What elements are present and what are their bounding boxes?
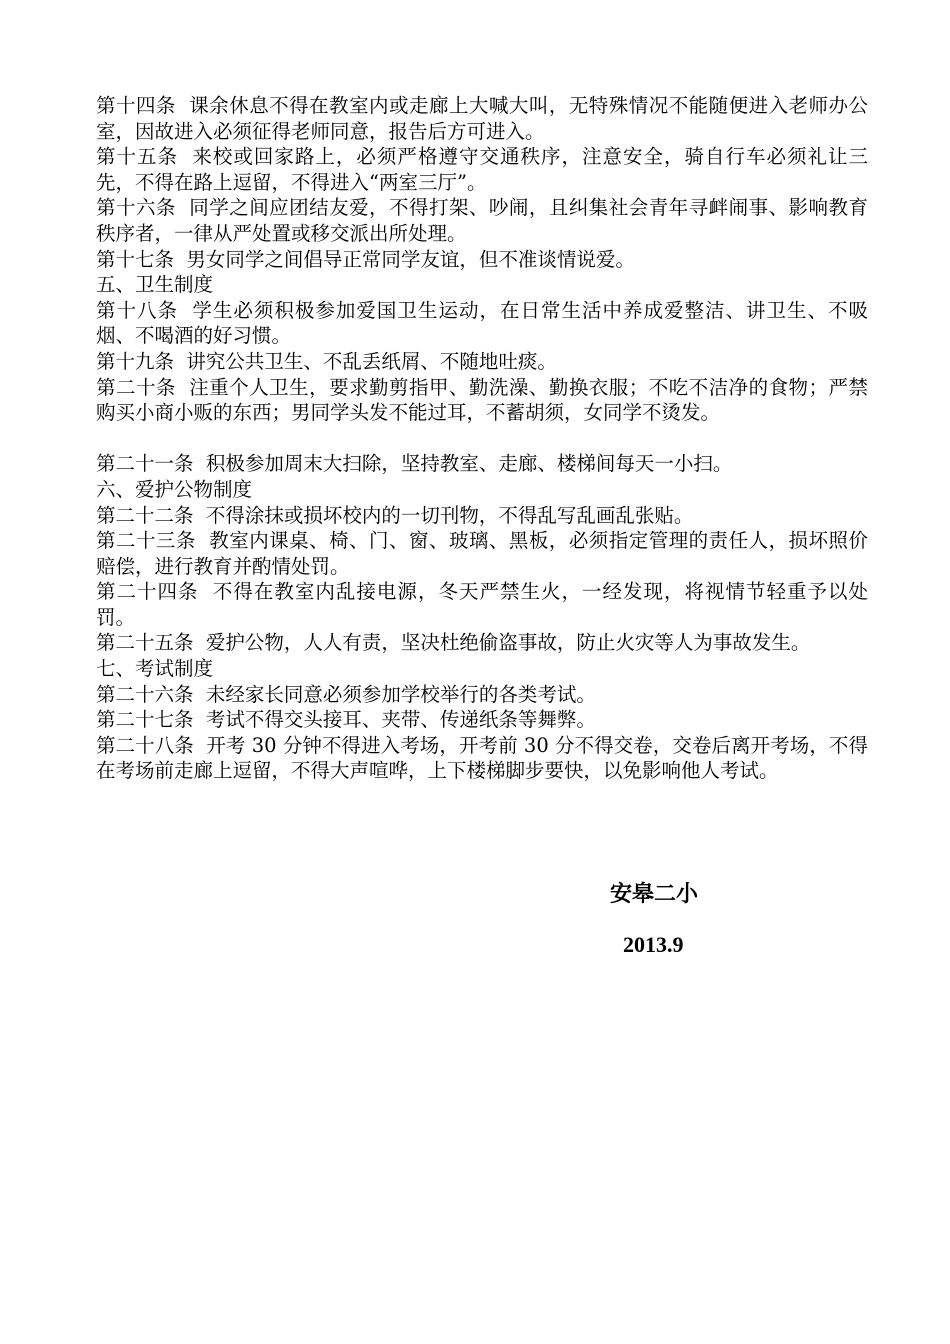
article-paragraph: 第二十条 注重个人卫生，要求勤剪指甲、勤洗澡、勤换衣服；不吃不洁净的食物；严禁购买小商小贩的东西；男同学头发不能过耳，不蓄胡须，女同学不烫发。: [96, 375, 868, 425]
article-paragraph: 第十八条 学生必须积极参加爱国卫生运动，在日常生活中养成爱整洁、讲卫生、不吸烟、不喝酒的好习惯。: [96, 298, 868, 348]
article-paragraph: 第十五条 来校或回家路上，必须严格遵守交通秩序，注意安全，骑自行车必须礼让三先，不得在路上逗留，不得进入“两室三厅”。: [96, 145, 868, 194]
article-paragraph: 第二十一条 积极参加周末大扫除，坚持教室、走廊、楼梯间每天一小扫。: [96, 452, 733, 476]
section-heading: 七、考试制度: [96, 657, 214, 681]
article-paragraph: 第二十五条 爱护公物，人人有责，坚决杜绝偷盗事故，防止火灾等人为事故发生。: [96, 631, 811, 655]
document-body: [96, 93, 868, 784]
article-paragraph: 第十七条 男女同学之间倡导正常同学友谊，但不准谈情说爱。: [96, 247, 635, 271]
article-paragraph: 第二十六条 未经家长同意必须参加学校举行的各类考试。: [96, 682, 596, 706]
article-paragraph: 第十六条 同学之间应团结友爱，不得打架、吵闹，且纠集社会青年寻衅闹事、影响教育秩序者，一律从严处置或移交派出所处理。: [96, 196, 868, 245]
article-paragraph: 第二十七条 考试不得交头接耳、夹带、传递纸条等舞弊。: [96, 708, 596, 732]
section-heading: 六、爱护公物制度: [96, 477, 253, 501]
article-paragraph: 第二十三条 教室内课桌、椅、门、窗、玻璃、黑板，必须指定管理的责任人，损坏照价赔偿，进行教育并酌情处罚。: [96, 529, 868, 578]
section-heading: 五、卫生制度: [96, 273, 214, 297]
article-paragraph: 第二十四条 不得在教室内乱接电源，冬天严禁生火，一经发现，将视情节轻重予以处罚。: [96, 580, 868, 629]
signature-date: 2013.9: [623, 932, 684, 957]
blank-line: [96, 426, 868, 452]
article-paragraph: 第十九条 讲究公共卫生、不乱丢纸屑、不随地吐痰。: [96, 349, 557, 373]
signature-organization: 安皋二小: [610, 881, 699, 907]
article-paragraph: 第二十八条 开考 30 分钟不得进入考场，开考前 30 分不得交卷，交卷后离开考场，不得在考场前走廊上逗留，不得大声喧哗，上下楼梯脚步要快，以免影响他人考试。: [96, 733, 868, 783]
article-paragraph: 第十四条 课余休息不得在教室内或走廊上大喊大叫，无特殊情况不能随便进入老师办公室，因故进入必须征得老师同意，报告后方可进入。: [96, 94, 868, 143]
article-paragraph: 第二十二条 不得涂抹或损坏校内的一切刊物，不得乱写乱画乱张贴。: [96, 503, 694, 527]
